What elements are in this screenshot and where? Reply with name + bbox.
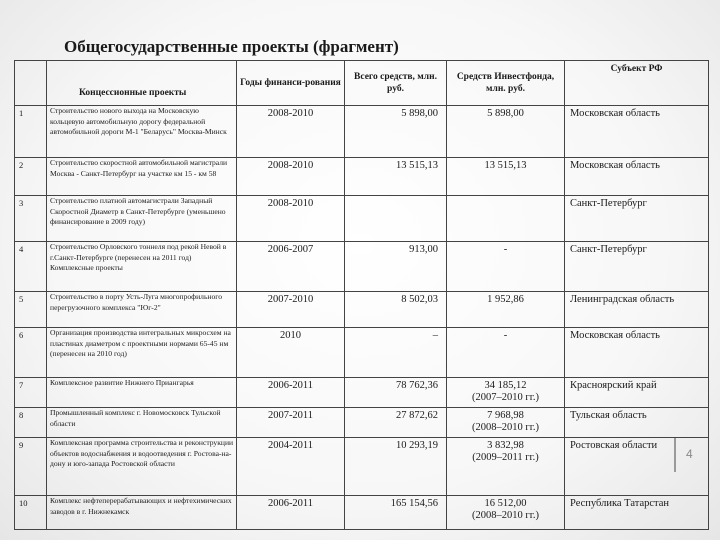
financing-years: 2008-2010: [237, 158, 345, 196]
table-row: [15, 438, 709, 496]
financing-years: 2004-2011: [237, 438, 345, 496]
investment-fund: [447, 242, 565, 292]
federal-subject: Санкт-Петербург: [565, 242, 709, 292]
page-title: Общегосударственные проекты (фрагмент): [64, 37, 399, 56]
financing-years: 2007-2010: [237, 292, 345, 328]
project-name: Организация производства интегральных микросхем на пластинах диаметром с проектными нормами 65-45 нм (перенесен на 2010 год): [47, 328, 237, 378]
financing-years: 2010: [237, 328, 345, 378]
table-header-row: [15, 61, 709, 106]
project-name: Комплекс нефтеперерабатывающих и нефтехимических заводов в г. Нижнекамск: [47, 496, 237, 530]
table-row: [15, 408, 709, 438]
total-funds: –: [345, 328, 447, 378]
row-number: 9: [15, 438, 47, 496]
row-number: 8: [15, 408, 47, 438]
project-name: Строительство в порту Усть-Луга многопрофильного перегрузочного комплекса "Юг-2": [47, 292, 237, 328]
row-number: 5: [15, 292, 47, 328]
row-number: 3: [15, 196, 47, 242]
investment-fund: [447, 106, 565, 158]
investment-fund: [447, 438, 565, 496]
federal-subject: Красноярский край: [565, 378, 709, 408]
investment-fund-period: (2009–2011 гг.): [472, 452, 539, 463]
row-number: 10: [15, 496, 47, 530]
projects-table: [14, 60, 709, 530]
table-row: [15, 496, 709, 530]
table-row: [15, 106, 709, 158]
project-name: Строительство платной автомагистрали Западный Скоростной Диаметр в Санкт-Петербурге (уменьшено финансирование в 2009 году): [47, 196, 237, 242]
federal-subject: Ростовская области: [565, 438, 709, 496]
investment-fund-value: 1 952,86: [487, 294, 524, 305]
total-funds: [345, 196, 447, 242]
table-row: [15, 292, 709, 328]
row-number: 2: [15, 158, 47, 196]
investment-fund-value: -: [503, 330, 508, 341]
federal-subject: Московская область: [565, 158, 709, 196]
investment-fund-value: 5 898,00: [487, 108, 524, 119]
investment-fund-period: (2008–2010 гг.): [472, 422, 539, 433]
financing-years: 2006-2011: [237, 496, 345, 530]
page-number: 4: [674, 438, 698, 472]
investment-fund: [447, 292, 565, 328]
total-funds: 10 293,19: [345, 438, 447, 496]
federal-subject: Республика Татарстан: [565, 496, 709, 530]
project-name: Строительство скоростной автомобильной магистрали Москва - Санкт-Петербург на участке км 15 - км 58: [47, 158, 237, 196]
row-number: 1: [15, 106, 47, 158]
header-total: Всего средств, млн. руб.: [345, 61, 447, 106]
investment-fund: [447, 158, 565, 196]
row-number: 6: [15, 328, 47, 378]
federal-subject: Московская область: [565, 106, 709, 158]
financing-years: 2006-2007: [237, 242, 345, 292]
investment-fund-value: 3 832,98: [487, 440, 524, 451]
row-number: 7: [15, 378, 47, 408]
total-funds: 913,00: [345, 242, 447, 292]
project-name: Промышленный комплекс г. Новомосковск Тульской области: [47, 408, 237, 438]
federal-subject: Санкт-Петербург: [565, 196, 709, 242]
header-projects: Концессионные проекты: [47, 61, 237, 106]
financing-years: 2008-2010: [237, 196, 345, 242]
table-row: [15, 242, 709, 292]
investment-fund-value: 7 968,98: [487, 410, 524, 421]
table-row: [15, 158, 709, 196]
investment-fund: [447, 496, 565, 530]
table-row: [15, 328, 709, 378]
federal-subject: Тульская область: [565, 408, 709, 438]
project-name: Строительство нового выхода на Московскую кольцевую автомобильную дорогу федеральной автомобильной дороги М-1 "Беларусь" Москва-Минск: [47, 106, 237, 158]
header-fund: Средств Инвестфонда, млн. руб.: [447, 61, 565, 106]
header-years: Годы финанси-рования: [237, 61, 345, 106]
project-name: Комплексное развитие Нижнего Приангарья: [47, 378, 237, 408]
total-funds: 8 502,03: [345, 292, 447, 328]
header-region: Субъект РФ: [565, 61, 709, 106]
financing-years: 2006-2011: [237, 378, 345, 408]
federal-subject: Московская область: [565, 328, 709, 378]
row-number: 4: [15, 242, 47, 292]
investment-fund-period: (2008–2010 гг.): [472, 510, 539, 521]
federal-subject: Ленинградская область: [565, 292, 709, 328]
investment-fund-value: 13 515,13: [484, 160, 527, 171]
investment-fund: [447, 408, 565, 438]
total-funds: 165 154,56: [345, 496, 447, 530]
financing-years: 2007-2011: [237, 408, 345, 438]
total-funds: 5 898,00: [345, 106, 447, 158]
total-funds: 13 515,13: [345, 158, 447, 196]
total-funds: 27 872,62: [345, 408, 447, 438]
investment-fund-value: 16 512,00: [484, 498, 527, 509]
investment-fund: [447, 196, 565, 242]
investment-fund: [447, 378, 565, 408]
investment-fund-period: (2007–2010 гг.): [472, 392, 539, 403]
investment-fund-value: -: [503, 244, 508, 255]
table-row: [15, 196, 709, 242]
project-name: Строительство Орловского тоннеля под рекой Невой в г.Санкт-Петербурге (перенесен на 2011 год) Комплексные проекты: [47, 242, 237, 292]
financing-years: 2008-2010: [237, 106, 345, 158]
project-name: Комплексная программа строительства и реконструкции объектов водоснабжения и водоотведения г. Ростова-на-дону и юго-запада Ростовской области: [47, 438, 237, 496]
header-num: [15, 61, 47, 106]
total-funds: 78 762,36: [345, 378, 447, 408]
investment-fund: [447, 328, 565, 378]
investment-fund-value: 34 185,12: [484, 380, 527, 391]
table-row: [15, 378, 709, 408]
